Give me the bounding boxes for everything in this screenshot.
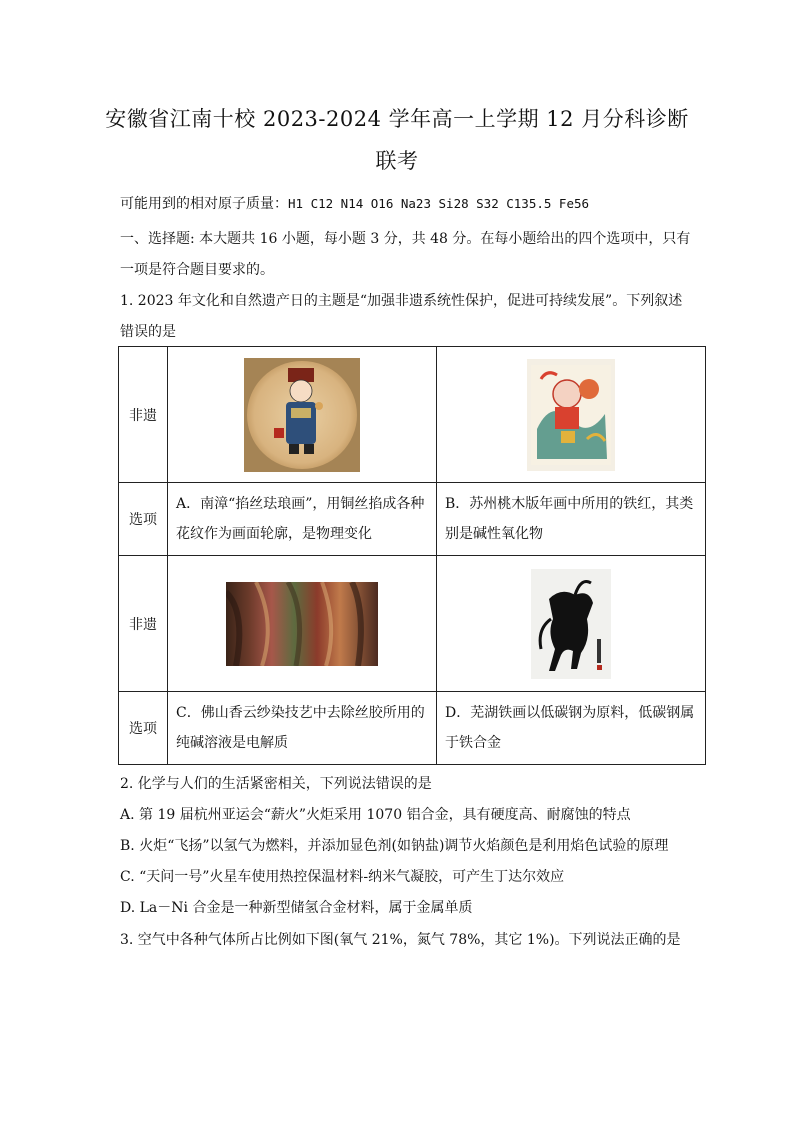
atomic-mass-values: H1 C12 N14 O16 Na23 Si28 S32 C135.5 Fe56 bbox=[288, 196, 590, 211]
option-d-text: D．芜湖铁画以低碳钢为原料，低碳钢属于铁合金 bbox=[437, 692, 706, 765]
image-cell-iron-painting bbox=[437, 556, 706, 692]
row-label-heritage-2: 非遗 bbox=[119, 556, 168, 692]
question2-option-a: A. 第 19 届杭州亚运会“薪火”火炬采用 1070 铝合金，具有硬度高、耐腐蚀的特点 bbox=[120, 807, 631, 823]
option-a-text: A．南漳“掐丝珐琅画”，用铜丝掐成各种花纹作为画面轮廓，是物理变化 bbox=[168, 483, 437, 556]
row-label-option-ab: 选项 bbox=[119, 483, 168, 556]
question3-stem: 3. 空气中各种气体所占比例如下图(氧气 21%，氮气 78%，其它 1%)。下列说法正确的是 bbox=[120, 932, 681, 948]
question1-stem-line1: 1. 2023 年文化和自然遗产日的主题是“加强非遗系统性保护，促进可持续发展”。下列叙述 bbox=[120, 293, 683, 309]
atomic-mass-line bbox=[120, 193, 589, 213]
row-label-option-cd: 选项 bbox=[119, 692, 168, 765]
peach-wood-newyear-print-image bbox=[527, 359, 615, 471]
question1-table bbox=[118, 346, 706, 765]
row-label-heritage: 非遗 bbox=[119, 347, 168, 483]
image-cell-enamel bbox=[168, 347, 437, 483]
question2-option-d: D. La－Ni 合金是一种新型储氢合金材料，属于金属单质 bbox=[120, 900, 473, 916]
question1-stem-line2: 错误的是 bbox=[120, 324, 176, 340]
image-cell-silk bbox=[168, 556, 437, 692]
option-b-text: B．苏州桃木版年画中所用的铁红，其类别是碱性氧化物 bbox=[437, 483, 706, 556]
exam-title-line1: 安徽省江南十校 2023-2024 学年高一上学期 12 月分科诊断 bbox=[105, 107, 689, 131]
section1-instructions-line2: 一项是符合题目要求的。 bbox=[120, 262, 274, 278]
image-cell-newyear-print bbox=[437, 347, 706, 483]
question2-stem: 2. 化学与人们的生活紧密相关，下列说法错误的是 bbox=[120, 776, 432, 792]
exam-title-line2: 联考 bbox=[375, 149, 419, 173]
section1-instructions-line1: 一、选择题: 本大题共 16 小题，每小题 3 分，共 48 分。在每小题给出的四个选项中，只有 bbox=[120, 231, 691, 247]
atomic-mass-label: 可能用到的相对原子质量： bbox=[120, 196, 288, 212]
option-c-text: C．佛山香云纱染技艺中去除丝胶所用的纯碱溶液是电解质 bbox=[168, 692, 437, 765]
cloisonne-plate-image bbox=[244, 358, 360, 472]
gambiered-silk-fabric-image bbox=[226, 582, 378, 666]
question2-option-b: B. 火炬“飞扬”以氢气为燃料，并添加显色剂(如钠盐)调节火焰颜色是利用焰色试验的原理 bbox=[120, 838, 669, 854]
question2-option-c: C. “天问一号”火星车使用热控保温材料-纳米气凝胶，可产生丁达尔效应 bbox=[120, 869, 565, 885]
iron-horse-painting-image bbox=[531, 569, 611, 679]
